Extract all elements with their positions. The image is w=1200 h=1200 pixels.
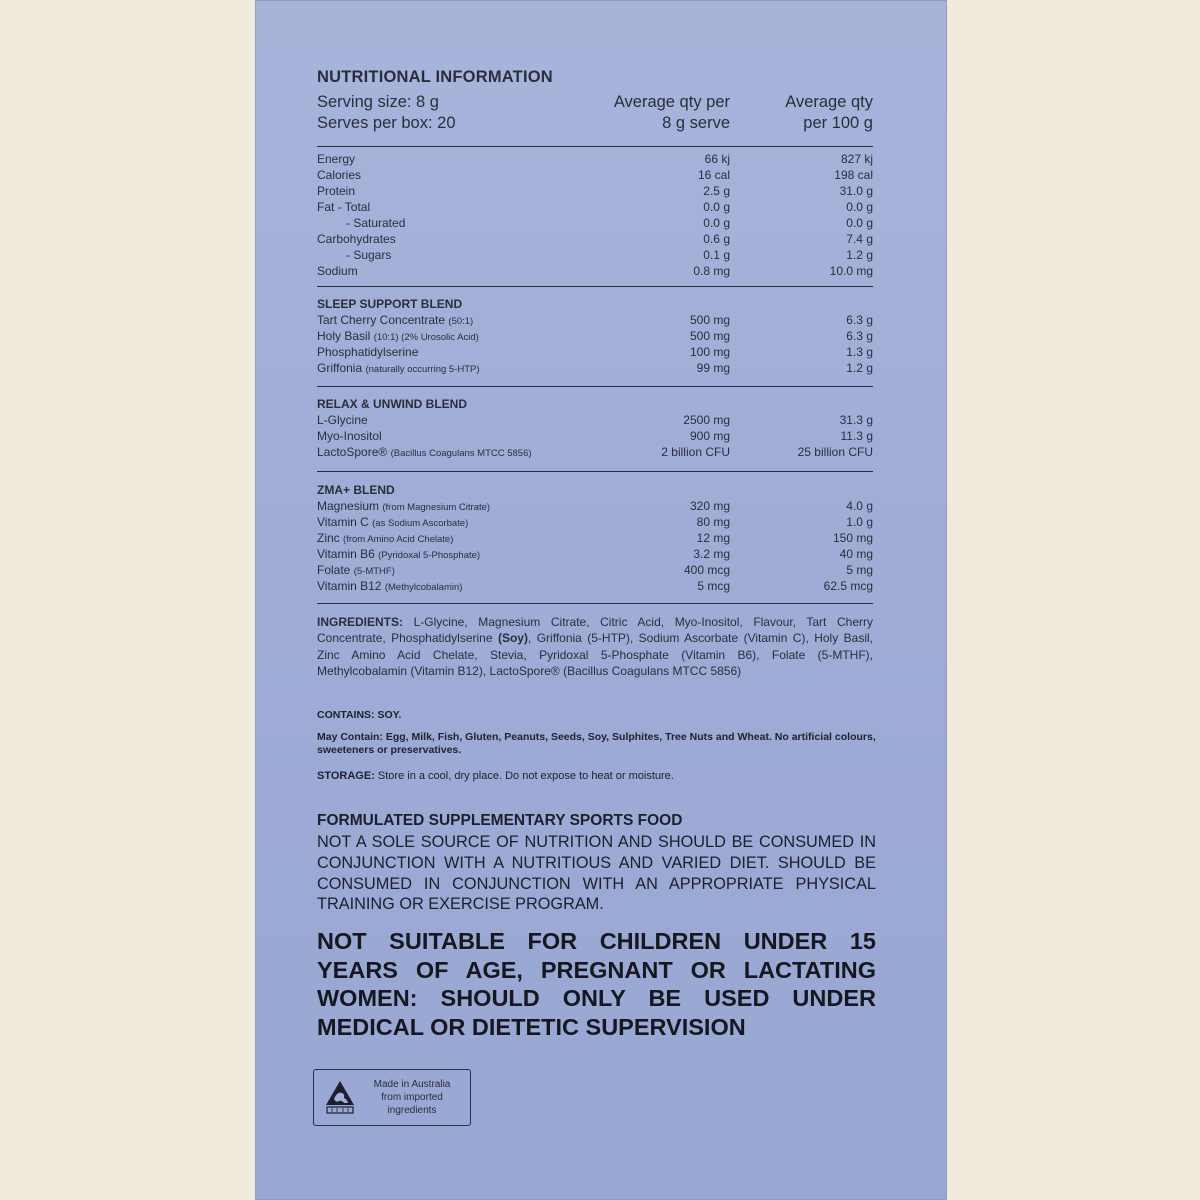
nutrition-header bbox=[317, 92, 873, 142]
row-name: Tart Cherry Concentrate bbox=[317, 313, 446, 327]
row-name: Griffonia bbox=[317, 361, 363, 375]
australian-made-kangaroo-icon bbox=[324, 1079, 356, 1115]
table-row bbox=[317, 328, 873, 344]
row-note: (Methylcobalamin) bbox=[384, 582, 463, 593]
table-row bbox=[317, 247, 873, 263]
row-per100: 62.5 mcg bbox=[823, 579, 873, 593]
made-in-line3: ingredients bbox=[387, 1105, 437, 1116]
row-per100: 25 billion CFU bbox=[797, 445, 873, 459]
row-per100: 198 cal bbox=[834, 168, 873, 182]
ingredients-part2: , Griffonia (5-HTP), Sodium Ascorbate (Vitamin C), Holy Basil, Zinc Amino Acid Chelate, Stevia, Pyridoxal 5-Phosphate (Vitamin B6), Folate (5-MTHF), Methylcobalamin (Vitamin B12), LactoSpore® (Bacillus Coagulans MTCC 5856) bbox=[317, 631, 873, 678]
table-row bbox=[317, 428, 873, 444]
row-per100: 1.2 g bbox=[846, 361, 873, 375]
row-per100: 1.2 g bbox=[846, 248, 873, 262]
row-per100: 5 mg bbox=[846, 563, 873, 577]
row-name: - Saturated bbox=[346, 216, 406, 230]
row-serve: 66 kj bbox=[704, 152, 730, 166]
serving-size: Serving size: 8 g bbox=[317, 93, 439, 111]
table-row bbox=[317, 151, 873, 167]
row-per100: 6.3 g bbox=[846, 313, 873, 327]
row-per100: 31.3 g bbox=[839, 413, 873, 427]
table-row bbox=[317, 183, 873, 199]
sleep-blend-table bbox=[317, 296, 873, 376]
section-title: SLEEP SUPPORT BLEND bbox=[317, 297, 463, 311]
divider bbox=[317, 386, 873, 387]
row-per100: 1.3 g bbox=[846, 345, 873, 359]
per-serve-heading-line2: 8 g serve bbox=[662, 114, 730, 132]
table-row bbox=[317, 498, 873, 514]
divider bbox=[317, 286, 873, 287]
row-serve: 0.8 mg bbox=[693, 264, 730, 278]
table-row bbox=[317, 444, 873, 460]
row-per100: 4.0 g bbox=[846, 499, 873, 513]
row-serve: 0.0 g bbox=[703, 200, 730, 214]
row-name: Holy Basil bbox=[317, 329, 371, 343]
table-row bbox=[317, 530, 873, 546]
row-serve: 16 cal bbox=[697, 168, 730, 182]
row-note: (from Magnesium Citrate) bbox=[382, 502, 491, 513]
row-name: L-Glycine bbox=[317, 413, 368, 427]
table-row bbox=[317, 578, 873, 594]
nutrition-title: NUTRITIONAL INFORMATION bbox=[317, 68, 553, 86]
row-per100: 0.0 g bbox=[846, 216, 873, 230]
table-row bbox=[317, 344, 873, 360]
row-note: (10:1) (2% Urosolic Acid) bbox=[373, 332, 479, 343]
row-note: (Bacillus Coagulans MTCC 5856) bbox=[390, 448, 532, 459]
row-name: Magnesium bbox=[317, 499, 380, 513]
fssf-text: NOT A SOLE SOURCE OF NUTRITION AND SHOULD BE CONSUMED IN CONJUNCTION WITH A NUTRITIOUS AND VARIED DIET. SHOULD BE CONSUMED IN CONJUNCTION WITH AN APPROPRIATE PHYSICAL TRAINING OR EXERCISE PROGRAM. bbox=[317, 833, 876, 914]
row-per100: 6.3 g bbox=[846, 329, 873, 343]
row-name: Carbohydrates bbox=[317, 232, 396, 246]
storage-statement bbox=[317, 770, 877, 782]
row-name: Energy bbox=[317, 152, 356, 166]
row-serve: 500 mg bbox=[689, 313, 730, 327]
row-name: Vitamin C bbox=[317, 515, 369, 529]
row-per100: 1.0 g bbox=[846, 515, 873, 529]
serving-info bbox=[317, 92, 456, 134]
row-name: Sodium bbox=[317, 264, 358, 278]
warning-statement: NOT SUITABLE FOR CHILDREN UNDER 15 YEARS OF AGE, PREGNANT OR LACTATING WOMEN: SHOULD ONLY BE USED UNDER MEDICAL OR DIETETIC SUPERVISION bbox=[317, 928, 876, 1040]
storage-label: STORAGE: bbox=[317, 770, 375, 782]
row-serve: 5 mcg bbox=[697, 579, 730, 593]
row-name: Zinc bbox=[317, 531, 340, 545]
row-name: Fat - Total bbox=[317, 200, 371, 214]
table-row bbox=[317, 215, 873, 231]
row-serve: 2.5 g bbox=[703, 184, 730, 198]
product-box-back bbox=[255, 0, 947, 1200]
row-serve: 99 mg bbox=[696, 361, 730, 375]
table-row bbox=[317, 360, 873, 376]
table-row bbox=[317, 167, 873, 183]
zma-blend-table bbox=[317, 482, 873, 594]
row-note: (5-MTHF) bbox=[353, 566, 395, 577]
row-name: Vitamin B6 bbox=[317, 547, 375, 561]
row-serve: 0.0 g bbox=[703, 216, 730, 230]
row-name: Myo-Inositol bbox=[317, 429, 382, 443]
per-serve-heading bbox=[614, 92, 730, 134]
per-100g-heading bbox=[785, 92, 873, 134]
ingredients-part1: L-Glycine, Magnesium Citrate, Citric Acid, Myo-Inositol, Flavour, Tart Cherry Concentrate, Phosphatidylserine bbox=[317, 615, 873, 646]
row-serve: 2500 mg bbox=[683, 413, 730, 427]
table-row bbox=[317, 562, 873, 578]
per-100g-heading-line1: Average qty bbox=[785, 93, 873, 111]
divider bbox=[317, 603, 873, 604]
row-per100: 10.0 mg bbox=[829, 264, 873, 278]
row-serve: 12 mg bbox=[696, 531, 730, 545]
may-contain-statement: May Contain: Egg, Milk, Fish, Gluten, Peanuts, Seeds, Soy, Sulphites, Tree Nuts and Wheat. No artificial colours, sweeteners or preservatives. bbox=[317, 731, 876, 756]
divider bbox=[317, 146, 873, 147]
row-name: LactoSpore® bbox=[317, 445, 388, 459]
contains-statement: CONTAINS: SOY. bbox=[317, 709, 402, 721]
table-row bbox=[317, 546, 873, 562]
row-name: Vitamin B12 bbox=[317, 579, 382, 593]
table-row bbox=[317, 263, 873, 279]
row-serve: 400 mcg bbox=[683, 563, 730, 577]
row-name: Protein bbox=[317, 184, 356, 198]
row-note: (as Sodium Ascorbate) bbox=[372, 518, 469, 529]
row-serve: 500 mg bbox=[689, 329, 730, 343]
section-title: ZMA+ BLEND bbox=[317, 483, 395, 497]
row-note: (naturally occurring 5-HTP) bbox=[365, 364, 480, 375]
row-per100: 40 mg bbox=[839, 547, 873, 561]
ingredients-soy: (Soy) bbox=[497, 631, 528, 646]
storage-text: Store in a cool, dry place. Do not expose to heat or moisture. bbox=[374, 770, 674, 782]
row-note: (from Amino Acid Chelate) bbox=[343, 534, 454, 545]
ingredients-label: INGREDIENTS: bbox=[317, 615, 404, 629]
row-name: - Sugars bbox=[346, 248, 392, 262]
made-in-australia-badge bbox=[313, 1069, 471, 1126]
relax-blend-table bbox=[317, 396, 873, 460]
divider bbox=[317, 471, 873, 472]
row-note: (50:1) bbox=[448, 316, 474, 327]
row-serve: 2 billion CFU bbox=[661, 445, 730, 459]
row-serve: 3.2 mg bbox=[693, 547, 730, 561]
row-per100: 0.0 g bbox=[846, 200, 873, 214]
serves-per-box: Serves per box: 20 bbox=[317, 114, 456, 132]
made-in-text bbox=[362, 1078, 462, 1117]
row-name: Folate bbox=[317, 563, 351, 577]
row-per100: 827 kj bbox=[840, 152, 873, 166]
made-in-line2: from imported bbox=[381, 1092, 443, 1103]
table-row bbox=[317, 412, 873, 428]
row-per100: 31.0 g bbox=[839, 184, 873, 198]
row-serve: 900 mg bbox=[689, 429, 730, 443]
table-row bbox=[317, 514, 873, 530]
row-per100: 150 mg bbox=[832, 531, 873, 545]
row-per100: 11.3 g bbox=[840, 429, 873, 443]
row-note: (Pyridoxal 5-Phosphate) bbox=[378, 550, 481, 561]
table-row bbox=[317, 231, 873, 247]
table-row bbox=[317, 199, 873, 215]
per-100g-heading-line2: per 100 g bbox=[803, 114, 873, 132]
ingredients-text bbox=[317, 614, 873, 679]
row-serve: 80 mg bbox=[696, 515, 730, 529]
row-serve: 0.6 g bbox=[703, 232, 730, 246]
row-serve: 100 mg bbox=[689, 345, 730, 359]
row-name: Phosphatidylserine bbox=[317, 345, 419, 359]
row-serve: 0.1 g bbox=[703, 248, 730, 262]
row-per100: 7.4 g bbox=[846, 232, 873, 246]
table-row bbox=[317, 312, 873, 328]
nutrition-table bbox=[317, 151, 873, 279]
row-serve: 320 mg bbox=[689, 499, 730, 513]
made-in-line1: Made in Australia bbox=[373, 1079, 451, 1090]
row-name: Calories bbox=[317, 168, 362, 182]
section-title: RELAX & UNWIND BLEND bbox=[317, 397, 467, 411]
fssf-title: FORMULATED SUPPLEMENTARY SPORTS FOOD bbox=[317, 812, 683, 829]
per-serve-heading-line1: Average qty per bbox=[613, 93, 730, 111]
